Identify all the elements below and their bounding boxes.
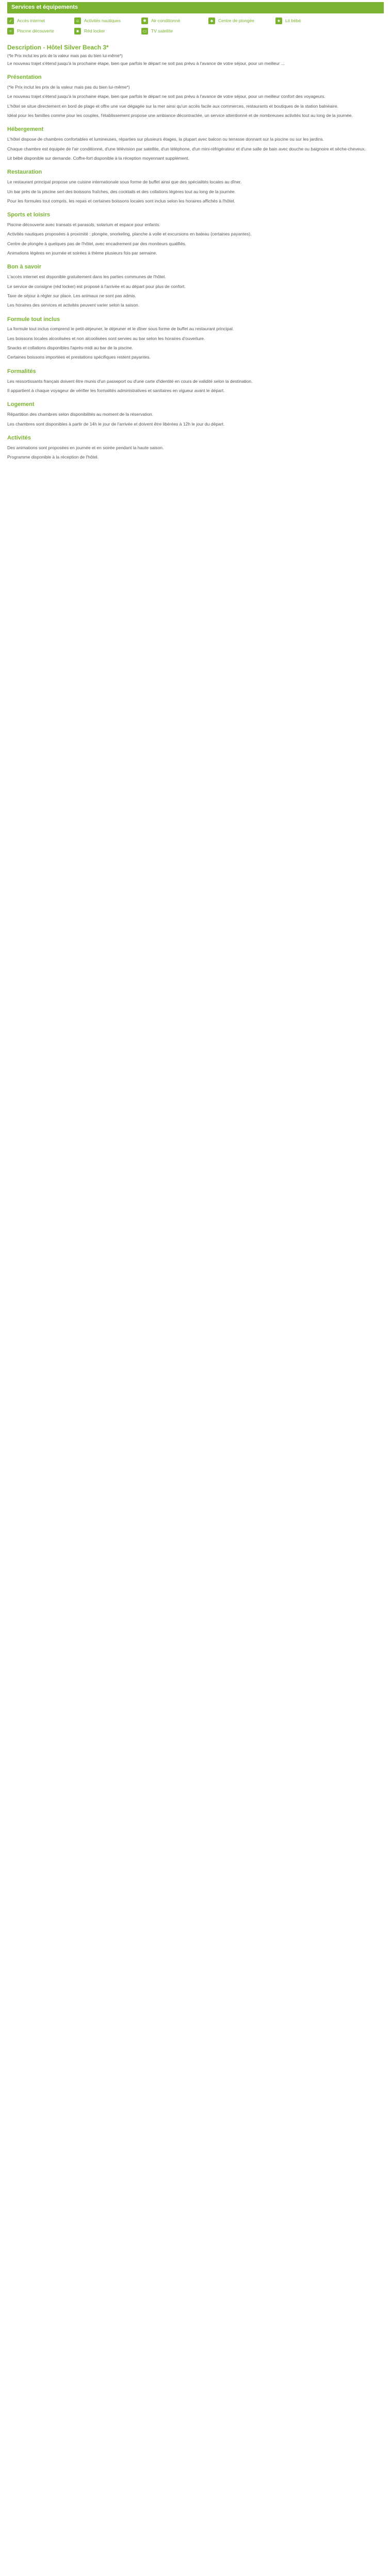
section-heading: Logement (7, 401, 35, 408)
service-item (74, 28, 141, 35)
bag-icon: ■ (74, 28, 81, 35)
section-restauration (7, 168, 384, 204)
section-heading: Activités (7, 434, 31, 441)
section-paragraph: Les horaires des services et activités peuvent varier selon la saison. (7, 302, 140, 308)
pool-icon: ≈ (7, 28, 14, 35)
section-paragraph: Centre de plongée à quelques pas de l'hôtel, avec encadrement par des moniteurs qualifiés. (7, 241, 187, 246)
section-paragraph: Pour les formules tout compris, les repas et certaines boissons locales sont inclus selon les horaires affichés à l'hôtel. (7, 198, 235, 204)
page-subtitle: (*le Prix inclut les prix de la valeur mais pas du bien lui-même*) (7, 54, 123, 59)
section-heading: Restauration (7, 169, 42, 176)
star-icon: ★ (275, 18, 282, 24)
section-heading: Bon à savoir (7, 264, 42, 270)
service-label: Activités nautiques (84, 18, 121, 24)
section-logement (7, 401, 384, 427)
services-list (7, 18, 384, 38)
section-heading: Hébergement (7, 126, 44, 133)
section-paragraph: Animations légères en journée et soirées à thème plusieurs fois par semaine. (7, 250, 157, 256)
service-item (275, 18, 343, 24)
section-paragraph: L'accès internet est disponible gratuitement dans les parties communes de l'hôtel. (7, 274, 166, 280)
section-paragraph: Certaines boissons importées et prestations spécifiques restent payantes. (7, 354, 151, 360)
section-paragraph: Activités nautiques proposées à proximité : plongée, snorkeling, planche à voile et excursions en bateau (certaines payantes). (7, 231, 252, 237)
section-paragraph: Le restaurant principal propose une cuisine internationale sous forme de buffet ainsi que des spécialités locales au dîner. (7, 179, 242, 185)
service-label: Accès internet (17, 18, 45, 24)
section-formalites (7, 368, 384, 394)
section-paragraph: Programme disponible à la réception de l'hôtel. (7, 454, 99, 460)
service-item (208, 18, 275, 24)
check-icon: ✓ (7, 18, 14, 24)
section-presentation (7, 74, 384, 118)
section-paragraph: Les ressortissants français doivent être munis d'un passeport ou d'une carte d'identité en cours de validité selon la destination. (7, 378, 253, 384)
service-label: Air conditionné (151, 18, 181, 24)
section-paragraph: (*le Prix inclut les prix de la valeur mais pas du bien lui-même*) (7, 84, 130, 90)
intro-text: Le nouveau trajet s'étend jusqu'à la prochaine étape, bien que parfois le départ ne soit pas prévu à l'avance de votre séjour, pour un meilleur ... (7, 60, 285, 66)
section-heading: Sports et loisirs (7, 212, 51, 218)
service-item (7, 18, 74, 24)
service-item (74, 18, 141, 24)
service-label: Piscine découverte (17, 28, 54, 34)
section-paragraph: Répartition des chambres selon disponibilités au moment de la réservation. (7, 412, 154, 417)
section-activites (7, 434, 384, 461)
people-icon: ☺ (74, 18, 81, 24)
section-paragraph: Idéal pour les familles comme pour les couples, l'établissement propose une ambiance décontractée, un service attentionné et de nombreuses activités tout au long de la journée. (7, 113, 353, 118)
service-item (141, 18, 208, 24)
service-item (7, 28, 74, 35)
section-heading: Formalités (7, 368, 36, 375)
service-item (141, 28, 208, 35)
section-heading: Formule tout inclus (7, 316, 60, 323)
section-tout-inclus (7, 316, 384, 361)
section-paragraph: Snacks et collations disponibles l'après-midi au bar de la piscine. (7, 345, 134, 351)
leaf-icon: ♣ (208, 18, 215, 24)
section-paragraph: Lit bébé disponible sur demande. Coffre-fort disponible à la réception moyennant supplément. (7, 155, 189, 161)
section-paragraph: Un bar près de la piscine sert des boissons fraîches, des cocktails et des collations légères tout au long de la journée. (7, 189, 236, 194)
section-paragraph: L'hôtel dispose de chambres confortables et lumineuses, réparties sur plusieurs étages, la plupart avec balcon ou terrasse donnant sur la piscine ou sur les jardins. (7, 137, 324, 142)
section-paragraph: La formule tout inclus comprend le petit-déjeuner, le déjeuner et le dîner sous forme de buffet au restaurant principal. (7, 326, 234, 332)
page-title: Description - Hôtel Silver Beach 3* (7, 43, 109, 51)
page (0, 0, 391, 473)
section-heading: Présentation (7, 74, 42, 81)
section-bon-a-savoir (7, 263, 384, 308)
section-paragraph: Piscine découverte avec transats et parasols, solarium et espace pour enfants. (7, 222, 160, 228)
section-paragraph: Les chambres sont disponibles à partir de 14h le jour de l'arrivée et doivent être libérées à 12h le jour du départ. (7, 421, 225, 427)
section-paragraph: Le nouveau trajet s'étend jusqu'à la prochaine étape, bien que parfois le départ ne soit pas prévu à l'avance de votre séjour, pour un meilleur confort des voyageurs. (7, 94, 325, 99)
tv-icon: ▭ (141, 28, 148, 35)
section-paragraph: Les boissons locales alcoolisées et non alcoolisées sont servies au bar selon les horaires d'ouverture. (7, 335, 205, 341)
services-banner: Services et équipements (7, 2, 384, 13)
snowflake-icon: ✱ (141, 18, 148, 24)
section-sports (7, 211, 384, 256)
section-hebergement (7, 126, 384, 161)
section-paragraph: Taxe de séjour à régler sur place. Les animaux ne sont pas admis. (7, 293, 136, 298)
service-label: TV satellite (151, 28, 173, 34)
section-paragraph: L'hôtel se situe directement en bord de plage et offre une vue dégagée sur la mer ainsi qu'un accès facile aux commerces, restaurants et boutiques de la station balnéaire. (7, 103, 338, 109)
service-label: Centre de plongée (218, 18, 254, 24)
section-paragraph: Le service de consigne (réd locker) est proposé à l'arrivée et au départ pour plus de confort. (7, 283, 186, 289)
section-paragraph: Il appartient à chaque voyageur de vérifier les formalités administratives et sanitaires en vigueur avant le départ. (7, 387, 225, 393)
section-paragraph: Chaque chambre est équipée de l'air conditionné, d'une télévision par satellite, d'un téléphone, d'un mini-réfrigérateur et d'une salle de bain avec douche ou baignoire et sèche-cheveux. (7, 146, 366, 151)
service-label: Réd locker (84, 28, 105, 34)
service-label: Lit bébé (285, 18, 301, 24)
section-paragraph: Des animations sont proposées en journée et en soirée pendant la haute saison. (7, 445, 164, 450)
